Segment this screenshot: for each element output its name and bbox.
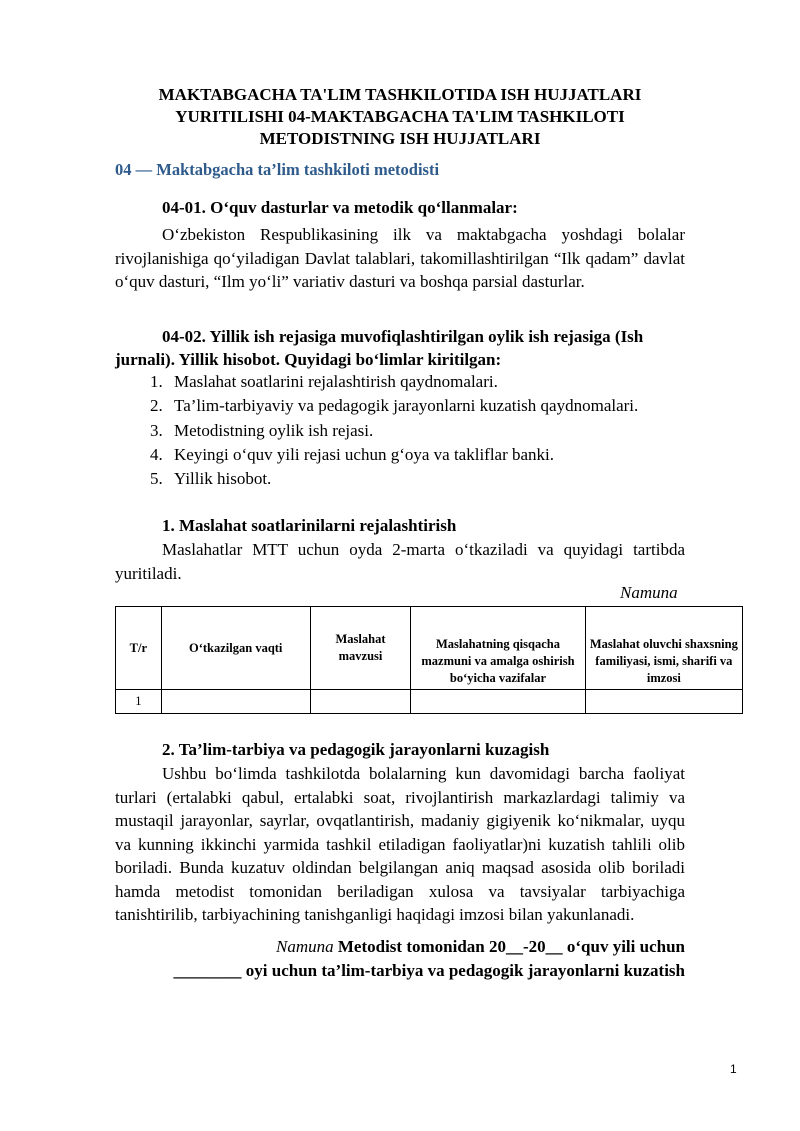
table-header-cell: Maslahatning qisqacha mazmuni va amalga oshirish bo‘yicha vazifalar	[411, 607, 586, 690]
title-line: METODISTNING ISH HUJJATLARI	[259, 129, 541, 148]
title-line: YURITILISHI 04-MAKTABGACHA TA'LIM TASHKILOTI	[175, 107, 625, 126]
document-title	[115, 84, 685, 150]
paragraph-text: O‘zbekiston Respublikasining ilk va maktabgacha yoshdagi bolalar rivojlanishiga qo‘yiladigan Davlat talablari, takomillashtirilgan “Ilk qadam” davlat o‘quv dasturi, “Ilm yo‘li” variativ dasturi va boshqa parsial dasturlar.	[115, 225, 685, 291]
list-item: 5. Yillik hisobot.	[150, 469, 272, 489]
title-line: MAKTABGACHA TA'LIM TASHKILOTIDA ISH HUJJATLARI	[158, 85, 642, 104]
table-cell	[411, 690, 586, 714]
table-header-cell: O‘tkazilgan vaqti	[161, 607, 310, 690]
caption-line1: Namuna Metodist tomonidan 20__-20__ o‘quv yili uchun	[275, 937, 685, 956]
section1-heading: 1. Maslahat soatlarinilarni rejalashtirish	[162, 516, 457, 535]
table-cell: 1	[116, 690, 162, 714]
table-header-cell: T/r	[116, 607, 162, 690]
section1-paragraph: Maslahatlar MTT uchun oyda 2-marta o‘tkaziladi va quyidagi tartibda yuritiladi.	[115, 540, 685, 583]
list-item: 4. Keyingi o‘quv yili rejasi uchun g‘oya va takliflar banki.	[150, 444, 555, 464]
section2-caption	[115, 935, 685, 983]
list-item: 1. Maslahat soatlarini rejalashtirish qaydnomalari.	[150, 372, 498, 391]
namuna-label: Namuna	[620, 583, 678, 602]
sections-list	[150, 370, 638, 491]
table-row	[116, 690, 743, 714]
caption-line2: ________ oyi uchun ta’lim-tarbiya va pedagogik jarayonlarni kuzatish	[173, 961, 685, 980]
table-header-cell: Maslahat oluvchi shaxsning familiyasi, ismi, sharifi va imzosi	[585, 607, 742, 690]
section2-heading: 2. Ta’lim-tarbiya va pedagogik jarayonlarni kuzagish	[162, 740, 550, 759]
consultation-table	[115, 606, 743, 714]
table-cell	[585, 690, 742, 714]
section2-paragraph: Ushbu bo‘limda tashkilotda bolalarning kun davomidagi barcha faoliyat turlari (ertalabki qabul, ertalabki soat, rivojlantirish markazlardagi talimiy va mustaqil jarayonlar, sayrlar, ovqatlantirish, madaniy gigiyenik ko‘nikmalar, uyqu va kunning ikkinchi yarmida tashkil etiladigan faoliyatlar)ni kuzatish tahlili olib boriladi. Bunda kuzatuv oldindan belgilangan aniq maqsad asosida olib boriladi hamda metodist tomonidan beriladigan xulosa va tavsiyalar tarbiyachiga tanishtirilib, tarbiyachining tanishganligi haqidagi imzosi bilan yakunlanadi.	[115, 764, 685, 924]
subsection-0402-heading-line2: jurnali). Yillik hisobot. Quyidagi bo‘limlar kiritilgan:	[115, 350, 502, 369]
table-cell	[161, 690, 310, 714]
subsection-0401-paragraph	[115, 223, 685, 294]
subsection-0401-heading: 04-01. O‘quv dasturlar va metodik qo‘llanmalar:	[162, 198, 518, 217]
section-heading: 04 — Maktabgacha ta’lim tashkiloti metodisti	[115, 160, 440, 179]
table-header-row	[116, 607, 743, 690]
table-header-cell: Maslahat mavzusi	[310, 607, 410, 690]
list-item: 2. Ta’lim-tarbiyaviy va pedagogik jarayonlarni kuzatish qaydnomalari.	[150, 396, 639, 416]
table-cell	[310, 690, 410, 714]
page-number: 1	[730, 1062, 737, 1076]
subsection-0402-heading-line1: 04-02. Yillik ish rejasiga muvofiqlashtirilgan oylik ish rejasiga (Ish	[162, 327, 644, 346]
list-item: 3. Metodistning oylik ish rejasi.	[150, 420, 374, 440]
